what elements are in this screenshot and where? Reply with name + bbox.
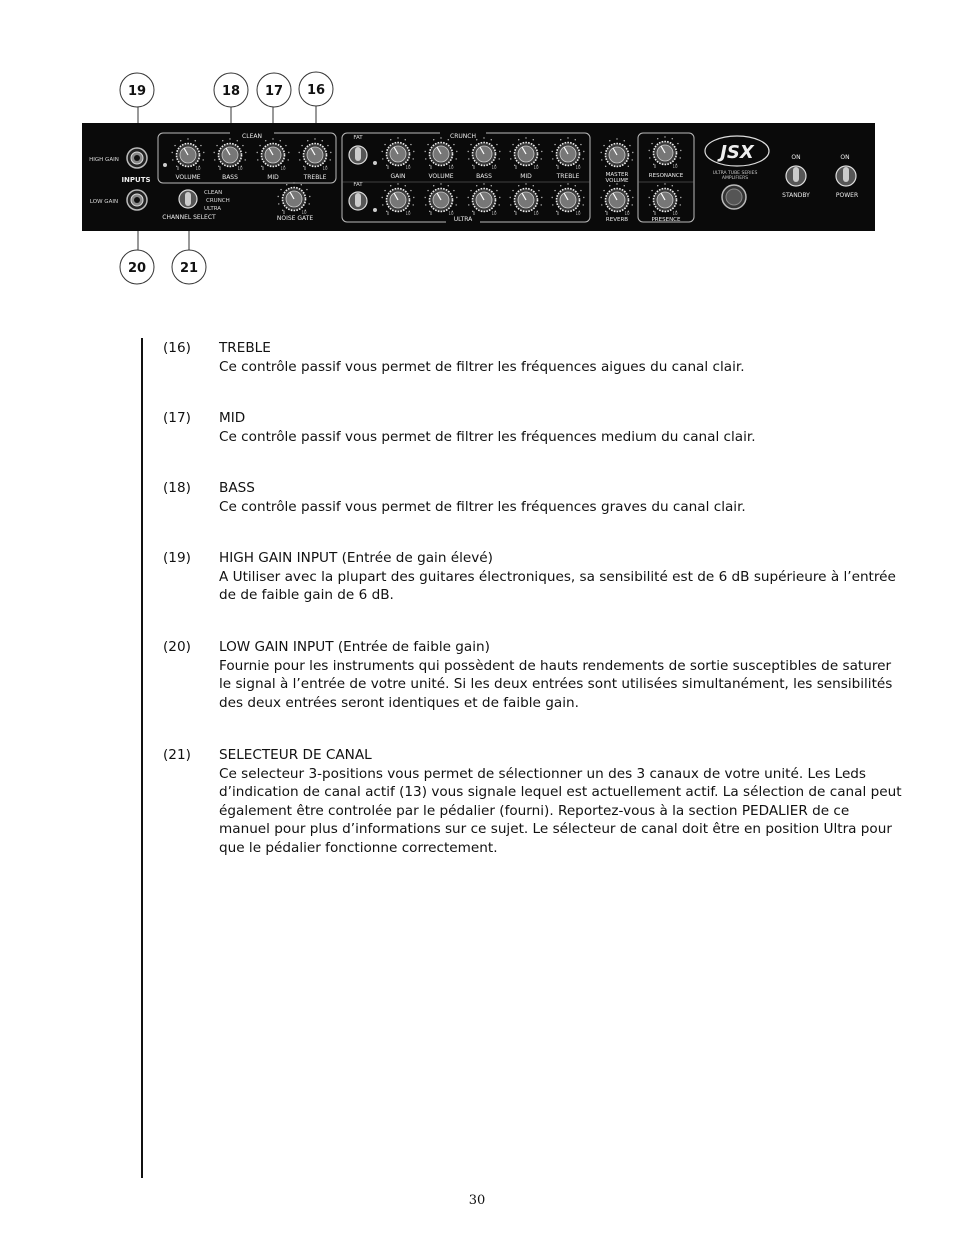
section-number: (17): [163, 410, 191, 426]
standby-switch-icon: [786, 166, 806, 186]
ultra-led-icon: [373, 208, 377, 212]
scale-min: 0: [429, 211, 433, 216]
scale-max: 10: [448, 211, 454, 216]
footswitch-jack-icon: [722, 185, 746, 209]
section-number: (19): [163, 550, 191, 566]
scale-min: 0: [386, 211, 390, 216]
knob-label: TREBLE: [556, 173, 580, 180]
scale-min: 0: [176, 166, 180, 171]
amplifier-front-panel-illustration: [0, 0, 954, 300]
section-title: MID: [219, 410, 246, 426]
svg-text:CLEAN: CLEAN: [204, 190, 223, 196]
scale-max: 10: [301, 210, 307, 215]
svg-text:CLEAN: CLEAN: [242, 133, 262, 140]
section-number: (21): [163, 747, 191, 763]
scale-max: 10: [322, 166, 328, 171]
svg-text:FAT: FAT: [353, 135, 363, 141]
scale-min: 0: [303, 166, 307, 171]
knob-label: VOLUME: [175, 174, 201, 181]
section-bass: [163, 479, 903, 516]
section-title: LOW GAIN INPUT (Entrée de faible gain): [219, 639, 490, 655]
fat-switch-top-icon: [349, 146, 367, 164]
scale-min: 0: [386, 165, 390, 170]
svg-text:JSX: JSX: [720, 142, 754, 163]
knob-label: MID: [520, 173, 532, 180]
svg-text:ULTRA TUBE SERIES: ULTRA TUBE SERIES: [712, 171, 758, 176]
scale-min: 0: [429, 165, 433, 170]
fat-switch-bottom-icon: [349, 192, 367, 210]
knob-label: VOLUME: [428, 173, 454, 180]
callout-19: [120, 73, 154, 107]
scale-max: 10: [533, 211, 539, 216]
svg-text:NOISE GATE: NOISE GATE: [276, 215, 314, 222]
knob-label: BASS: [476, 173, 492, 180]
scale-max: 10: [672, 211, 678, 216]
power-switch-icon: [836, 166, 856, 186]
scale-max: 10: [533, 165, 539, 170]
svg-text:20: 20: [127, 261, 147, 276]
svg-text:ULTRA: ULTRA: [453, 216, 473, 223]
scale-max: 10: [405, 211, 411, 216]
knob-label: GAIN: [390, 173, 406, 180]
svg-text:CRUNCH: CRUNCH: [206, 198, 230, 204]
scale-min: 0: [556, 165, 560, 170]
scale-min: 0: [605, 211, 609, 216]
svg-text:LOW GAIN: LOW GAIN: [89, 199, 119, 205]
clean-led-icon: [163, 163, 167, 167]
section-title: TREBLE: [219, 340, 271, 356]
scale-min: 0: [653, 164, 657, 169]
scale-max: 10: [575, 165, 581, 170]
section-channel-selector: [163, 746, 903, 858]
callout-21: [172, 250, 206, 284]
svg-text:18: 18: [221, 84, 241, 99]
section-description: Ce contrôle passif vous permet de filtrer les fréquences medium du canal clair.: [219, 428, 756, 445]
svg-text:POWER: POWER: [835, 192, 859, 199]
high-gain-jack-icon: [127, 148, 147, 168]
left-margin-rule: [141, 338, 143, 1178]
svg-text:PRESENCE: PRESENCE: [651, 217, 681, 223]
page-number: 30: [468, 1193, 486, 1208]
svg-text:ULTRA: ULTRA: [204, 206, 222, 212]
scale-max: 10: [491, 165, 497, 170]
scale-max: 10: [672, 164, 678, 169]
svg-text:ON: ON: [840, 154, 850, 161]
section-description: Ce selecteur 3-positions vous permet de sélectionner un des 3 canaux de votre unité. Les Leds d’indication de canal actif (13) vous signale lequel est actuellement actif. La sélection de canal peut également être controlée par le pédalier (fourni). Reportez-vous à la section PEDALIER de ce manuel pour plus d’informations sur ce sujet. Le sélecteur de canal doit être en position Ultra pour que le pédalier fonctionne correctement.: [219, 765, 902, 856]
section-high-gain-input: [163, 549, 903, 605]
svg-text:HIGH GAIN: HIGH GAIN: [89, 157, 119, 163]
scale-min: 0: [261, 166, 265, 171]
svg-text:FAT: FAT: [353, 182, 363, 188]
svg-text:ON: ON: [791, 154, 801, 161]
section-description: Ce contrôle passif vous permet de filtrer les fréquences graves du canal clair.: [219, 498, 746, 515]
scale-max: 10: [491, 211, 497, 216]
svg-text:REVERB: REVERB: [605, 217, 629, 223]
scale-min: 0: [472, 165, 476, 170]
knob-label: MID: [267, 174, 279, 181]
scale-min: 0: [472, 211, 476, 216]
section-description: Ce contrôle passif vous permet de filtrer les fréquences aigues du canal clair.: [219, 358, 745, 375]
section-title: HIGH GAIN INPUT (Entrée de gain élevé): [219, 550, 493, 566]
svg-text:16: 16: [306, 83, 326, 98]
svg-text:RESONANCE: RESONANCE: [648, 173, 684, 179]
scale-max: 10: [624, 211, 630, 216]
scale-min: 0: [556, 211, 560, 216]
svg-text:19: 19: [127, 84, 147, 99]
scale-max: 10: [575, 211, 581, 216]
scale-min: 0: [514, 211, 518, 216]
section-title: BASS: [219, 480, 255, 496]
svg-text:21: 21: [179, 261, 199, 276]
scale-min: 0: [282, 210, 286, 215]
svg-text:CRUNCH: CRUNCH: [450, 133, 476, 140]
low-gain-jack-icon: [127, 190, 147, 210]
scale-max: 10: [448, 165, 454, 170]
svg-text:MASTER: MASTER: [605, 172, 629, 178]
section-number: (16): [163, 340, 191, 356]
svg-text:STANDBY: STANDBY: [782, 192, 810, 199]
section-title: SELECTEUR DE CANAL: [219, 747, 372, 763]
section-description: Fournie pour les instruments qui possèdent de hauts rendements de sortie susceptibles de saturer le signal à l’entrée de votre unité. Si les deux entrées sont utilisées simultanément, les sensibilités des deux entrées seront identiques et de faible gain.: [219, 657, 893, 711]
crunch-led-icon: [373, 161, 377, 165]
knob-label: TREBLE: [303, 174, 327, 181]
callout-18: [214, 73, 248, 107]
callout-16: [299, 72, 333, 106]
channel-select-switch-icon: [179, 190, 197, 208]
knob-label: BASS: [222, 174, 238, 181]
scale-max: 10: [280, 166, 286, 171]
svg-text:CHANNEL SELECT: CHANNEL SELECT: [162, 214, 216, 221]
svg-text:17: 17: [264, 84, 284, 99]
scale-max: 10: [195, 166, 201, 171]
section-low-gain-input: [163, 638, 903, 712]
scale-max: 10: [405, 165, 411, 170]
scale-min: 0: [218, 166, 222, 171]
svg-text:AMPLIFIERS: AMPLIFIERS: [721, 176, 749, 181]
section-treble: [163, 339, 903, 376]
svg-text:INPUTS: INPUTS: [121, 176, 151, 184]
scale-min: 0: [514, 165, 518, 170]
section-mid: [163, 409, 903, 446]
scale-max: 10: [237, 166, 243, 171]
section-number: (20): [163, 639, 191, 655]
callout-20: [120, 250, 154, 284]
scale-min: 0: [653, 211, 657, 216]
callout-17: [257, 73, 291, 107]
section-description: A Utiliser avec la plupart des guitares électroniques, sa sensibilité est de 6 dB supérieure à l’entrée de de faible gain de 6 dB.: [219, 568, 896, 604]
section-number: (18): [163, 480, 191, 496]
svg-text:VOLUME: VOLUME: [605, 178, 629, 184]
